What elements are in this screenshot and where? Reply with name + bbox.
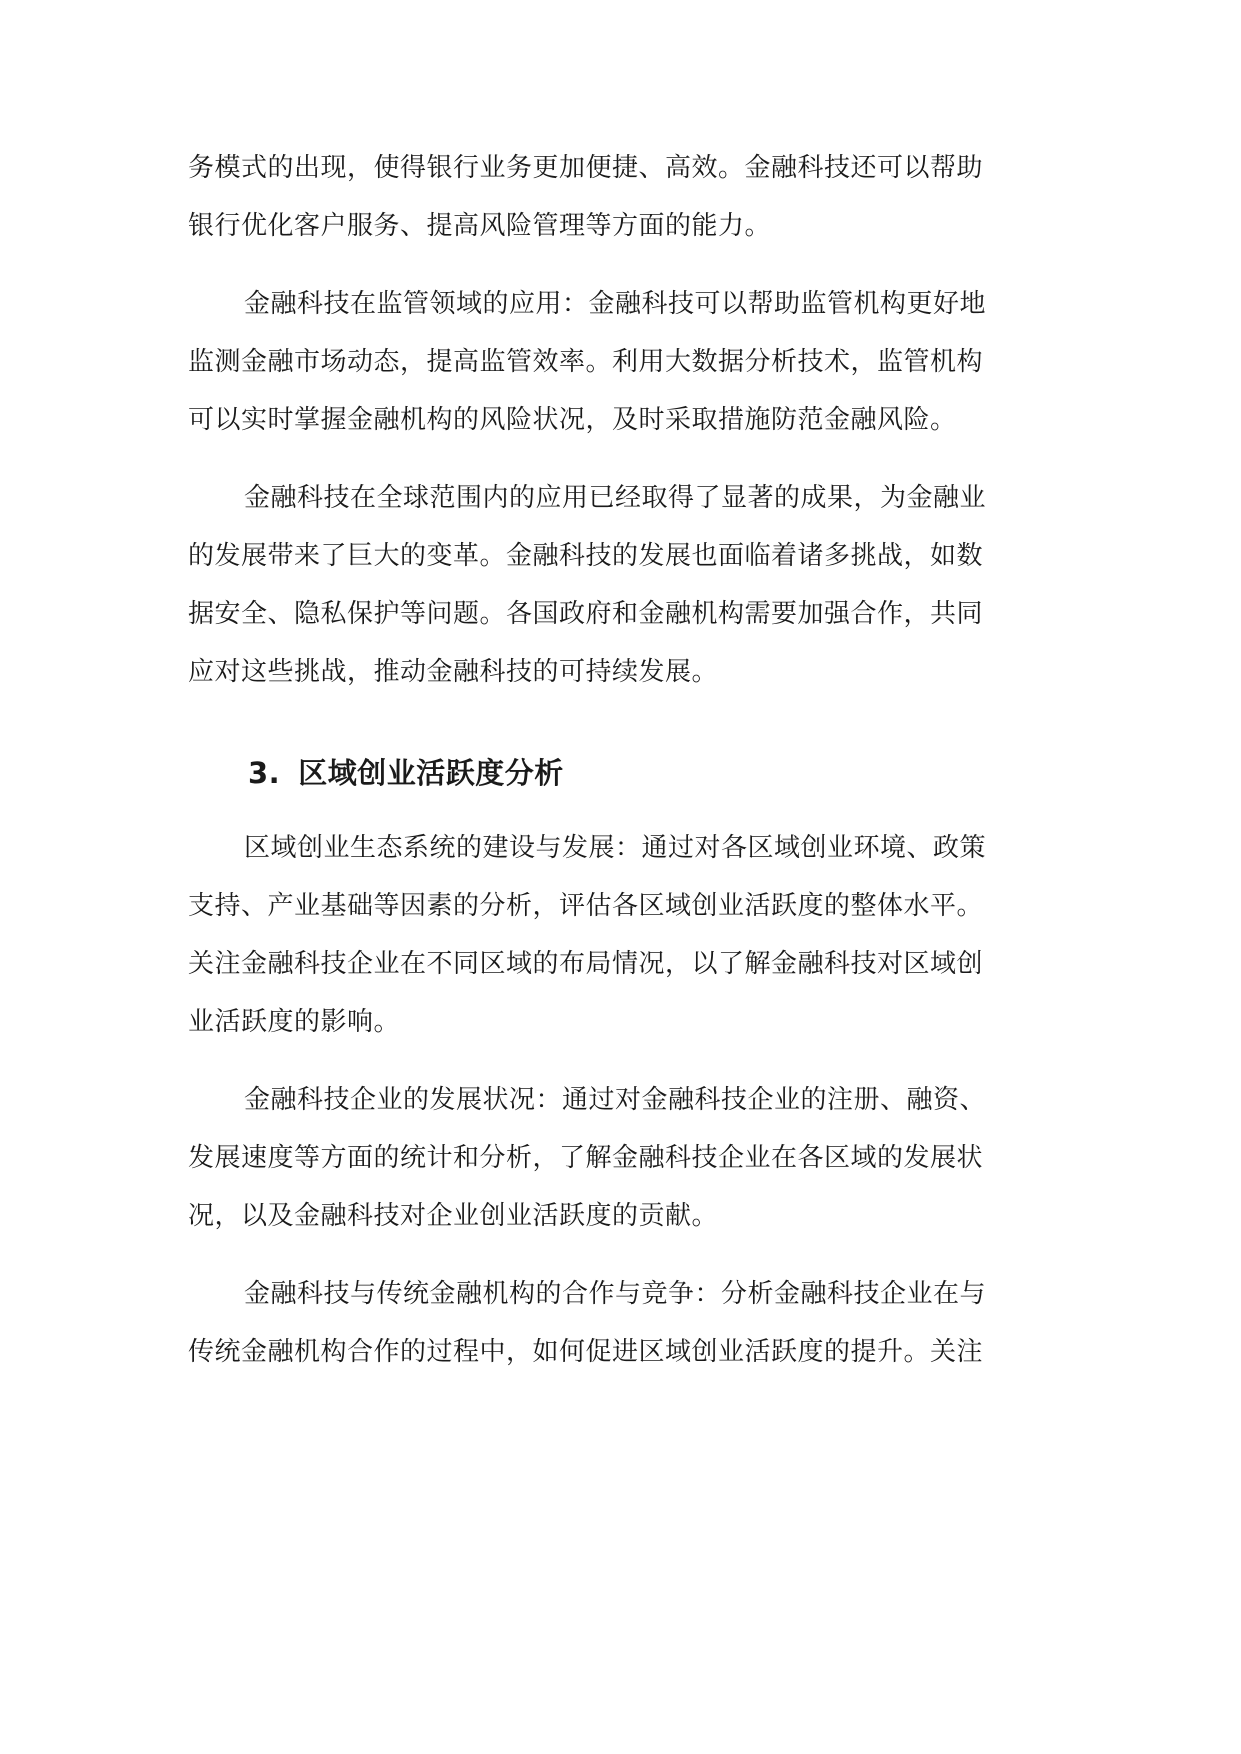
paragraph-3 [188,469,1054,701]
paragraph-4 [188,819,1054,1051]
paragraph-1 [188,139,1054,255]
paragraph-6 [188,1265,1054,1381]
section-title: 区域创业活跃度分析 [298,756,564,790]
paragraph-line: 监测金融市场动态，提高监管效率。利用大数据分析技术，监管机构 [188,347,984,377]
paragraph-line: 区域创业生态系统的建设与发展：通过对各区域创业环境、政策 [244,833,987,863]
paragraph-line: 可以实时掌握金融机构的风险状况，及时采取措施防范金融风险。 [188,405,957,435]
paragraph-line: 况，以及金融科技对企业创业活跃度的贡献。 [188,1201,719,1231]
paragraph-line: 的发展带来了巨大的变革。金融科技的发展也面临着诸多挑战，如数 [188,541,984,571]
paragraph-5 [188,1071,1054,1245]
paragraph-line: 银行优化客户服务、提高风险管理等方面的能力。 [188,211,772,241]
paragraph-line: 务模式的出现，使得银行业务更加便捷、高效。金融科技还可以帮助 [188,153,984,183]
paragraph-line: 金融科技在全球范围内的应用已经取得了显著的成果，为金融业 [244,483,987,513]
section-number: 3. [248,756,281,790]
paragraph-line: 发展速度等方面的统计和分析，了解金融科技企业在各区域的发展状 [188,1143,984,1173]
page-content [188,139,1054,1381]
paragraph-line: 金融科技在监管领域的应用：金融科技可以帮助监管机构更好地 [244,289,987,319]
paragraph-line: 据安全、隐私保护等问题。各国政府和金融机构需要加强合作，共同 [188,599,984,629]
paragraph-line: 金融科技企业的发展状况：通过对金融科技企业的注册、融资、 [244,1085,987,1115]
paragraph-line: 支持、产业基础等因素的分析，评估各区域创业活跃度的整体水平。 [188,891,984,921]
paragraph-line: 业活跃度的影响。 [188,1007,401,1037]
paragraph-line: 关注金融科技企业在不同区域的布局情况，以了解金融科技对区域创 [188,949,984,979]
paragraph-line: 传统金融机构合作的过程中，如何促进区域创业活跃度的提升。关注 [188,1337,984,1367]
paragraph-2 [188,275,1054,449]
paragraph-line: 应对这些挑战，推动金融科技的可持续发展。 [188,657,719,687]
paragraph-line: 金融科技与传统金融机构的合作与竞争：分析金融科技企业在与 [244,1279,987,1309]
section-heading [248,753,1054,793]
